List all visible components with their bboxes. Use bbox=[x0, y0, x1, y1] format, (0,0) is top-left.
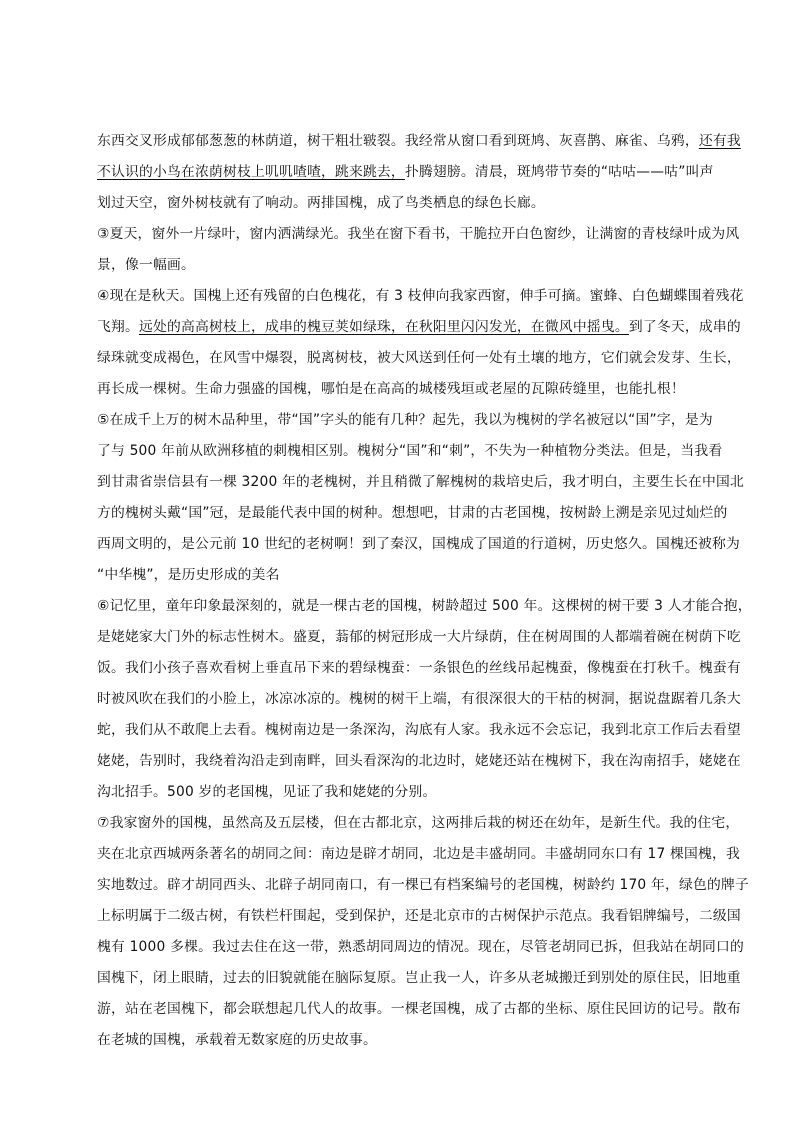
text-segment: 再长成一棵树。生命力强盛的国槐，哪怕是在高高的城楼残垣或老屋的瓦隙砖缝里，也能扎根！ bbox=[97, 381, 685, 397]
text-line bbox=[97, 1025, 697, 1056]
text-segment: 游，站在老国槐下，都会联想起几代人的故事。一棵老国槐，成了古都的坐标、原住民回访的记号。散布 bbox=[97, 1001, 741, 1017]
text-segment: 饭。我们小孩子喜欢看树上垂直吊下来的碧绿槐蚕：一条银色的丝线吊起槐蚕，像槐蚕在打秋千。槐蚕有 bbox=[97, 660, 741, 676]
text-line bbox=[97, 963, 741, 994]
text-line bbox=[97, 312, 741, 343]
text-segment: “中华槐”，是历史形成的美名 bbox=[97, 567, 280, 583]
text-segment: ⑤在成千上万的树木品种里，带“国”字头的能有几种？起先，我以为槐树的学名被冠以“国”字，是为 bbox=[97, 412, 713, 428]
text-segment: ⑥记忆里，童年印象最深刻的，就是一棵古老的国槐，树龄超过 500 年。这棵树的树干要 3 人才能合抱， bbox=[97, 598, 752, 614]
text-segment: 姥姥，告别时，我绕着沟沿走到南畔，回头看深沟的北边时，姥姥还站在槐树下，我在沟南招手，姥姥在 bbox=[97, 753, 741, 769]
text-line bbox=[97, 684, 741, 715]
text-segment: 实地数过。辟才胡同西头、北辟子胡同南口，有一棵已有档案编号的老国槐，树龄约 170 年，绿色的牌子 bbox=[97, 877, 749, 893]
text-segment: 绿珠就变成褐色，在风雪中爆裂，脱离树枝，被大风送到任何一处有土壤的地方，它们就会发芽、生长， bbox=[97, 350, 741, 366]
text-line bbox=[97, 467, 744, 498]
text-line bbox=[97, 746, 741, 777]
text-segment: 时被风吹在我们的小脸上，冰凉冰凉的。槐树的树干上端，有很深很大的干枯的树洞，据说盘踞着几条大 bbox=[97, 691, 741, 707]
text-segment: 在老城的国槐，承载着无数家庭的历史故事。 bbox=[97, 1032, 377, 1048]
document-body bbox=[97, 126, 752, 1056]
text-line bbox=[97, 591, 752, 622]
text-segment: 扑腾翅膀。清晨，斑鸠带节奏的“咕咕——咕”叫声 bbox=[404, 164, 714, 180]
text-line bbox=[97, 188, 697, 219]
text-line bbox=[97, 622, 741, 653]
text-line bbox=[97, 839, 740, 870]
text-line bbox=[97, 715, 741, 746]
text-line bbox=[97, 281, 744, 312]
text-line bbox=[97, 870, 749, 901]
text-line bbox=[97, 994, 741, 1025]
text-line bbox=[97, 405, 713, 436]
text-line bbox=[97, 157, 714, 188]
text-segment: 上标明属于二级古树，有铁栏杆围起，受到保护，还是北京市的古树保护示范点。我看铝牌编号，二级国 bbox=[97, 908, 741, 924]
text-line bbox=[97, 777, 697, 808]
text-line bbox=[97, 250, 697, 281]
text-segment: ③夏天，窗外一片绿叶，窗内洒满绿光。我坐在窗下看书，干脆拉开白色窗纱，让满窗的青枝绿叶成为风 bbox=[97, 226, 740, 242]
underlined-text: 还有我 bbox=[698, 133, 741, 149]
text-line bbox=[97, 436, 723, 467]
text-segment: 国槐下，闭上眼睛，过去的旧貌就能在脑际复原。岂止我一人，许多从老城搬迁到别处的原住民，旧地重 bbox=[97, 970, 741, 986]
underlined-text: 不认识的小鸟在浓荫树枝上叽叽喳喳，跳来跳去， bbox=[97, 164, 405, 180]
text-segment: 夹在北京西城两条著名的胡同之间：南边是辟才胡同，北边是丰盛胡同。丰盛胡同东口有 17 棵国槐，我 bbox=[97, 846, 740, 862]
text-segment: 西周文明的，是公元前 10 世纪的老树啊！到了秦汉，国槐成了国道的行道树，历史悠久。国槐还被称为 bbox=[97, 536, 740, 552]
text-line bbox=[97, 932, 744, 963]
text-line bbox=[97, 653, 741, 684]
text-line bbox=[97, 560, 697, 591]
text-line bbox=[97, 808, 740, 839]
text-segment: 了与 500 年前从欧洲移植的刺槐相区别。槐树分“国”和“刺”，不失为一种植物分类法。但是，当我看 bbox=[97, 443, 723, 459]
text-line bbox=[97, 498, 728, 529]
text-segment: 蛇，我们从不敢爬上去看。槐树南边是一条深沟，沟底有人家。我永远不会忘记，我到北京工作后去看望 bbox=[97, 722, 741, 738]
text-line bbox=[97, 374, 697, 405]
text-line bbox=[97, 343, 741, 374]
text-segment: 东西交叉形成郁郁葱葱的林荫道，树干粗壮皲裂。我经常从窗口看到斑鸠、灰喜鹊、麻雀、乌鸦， bbox=[97, 133, 699, 149]
text-segment: ④现在是秋天。国槐上还有残留的白色槐花，有 3 枝伸向我家西窗，伸手可摘。蜜蜂、白色蝴蝶围着残花 bbox=[97, 288, 744, 304]
text-segment: 飞翔。 bbox=[97, 319, 139, 335]
text-segment: 槐有 1000 多棵。我过去住在这一带，熟悉胡同周边的情况。现在，尽管老胡同已拆，但我站在胡同口的 bbox=[97, 939, 744, 955]
text-segment: 景，像一幅画。 bbox=[97, 257, 195, 273]
underlined-text: 远处的高高树枝上，成串的槐豆荚如绿珠，在秋阳里闪闪发光，在微风中摇曳。 bbox=[139, 319, 629, 335]
text-segment: 方的槐树头戴“国”冠，是最能代表中国的树种。想想吧，甘肃的古老国槐，按树龄上溯是亲见过灿烂的 bbox=[97, 505, 728, 521]
text-segment: 到甘肃省崇信县有一棵 3200 年的老槐树，并且稍微了解槐树的栽培史后，我才明白，主要生长在中国北 bbox=[97, 474, 744, 490]
text-segment: ⑦我家窗外的国槐，虽然高及五层楼，但在古都北京，这两排后栽的树还在幼年，是新生代。我的住宅， bbox=[97, 815, 740, 831]
text-line bbox=[97, 901, 741, 932]
text-line bbox=[97, 529, 740, 560]
text-segment: 到了冬天，成串的 bbox=[628, 319, 741, 335]
text-segment: 划过天空，窗外树枝就有了响动。两排国槐，成了鸟类栖息的绿色长廊。 bbox=[97, 195, 545, 211]
text-segment: 沟北招手。500 岁的老国槐，见证了我和姥姥的分别。 bbox=[97, 784, 437, 800]
text-line bbox=[97, 126, 741, 157]
text-line bbox=[97, 219, 740, 250]
text-segment: 是姥姥家大门外的标志性树木。盛夏，蓊郁的树冠形成一大片绿荫，住在树周围的人都端着碗在树荫下吃 bbox=[97, 629, 741, 645]
